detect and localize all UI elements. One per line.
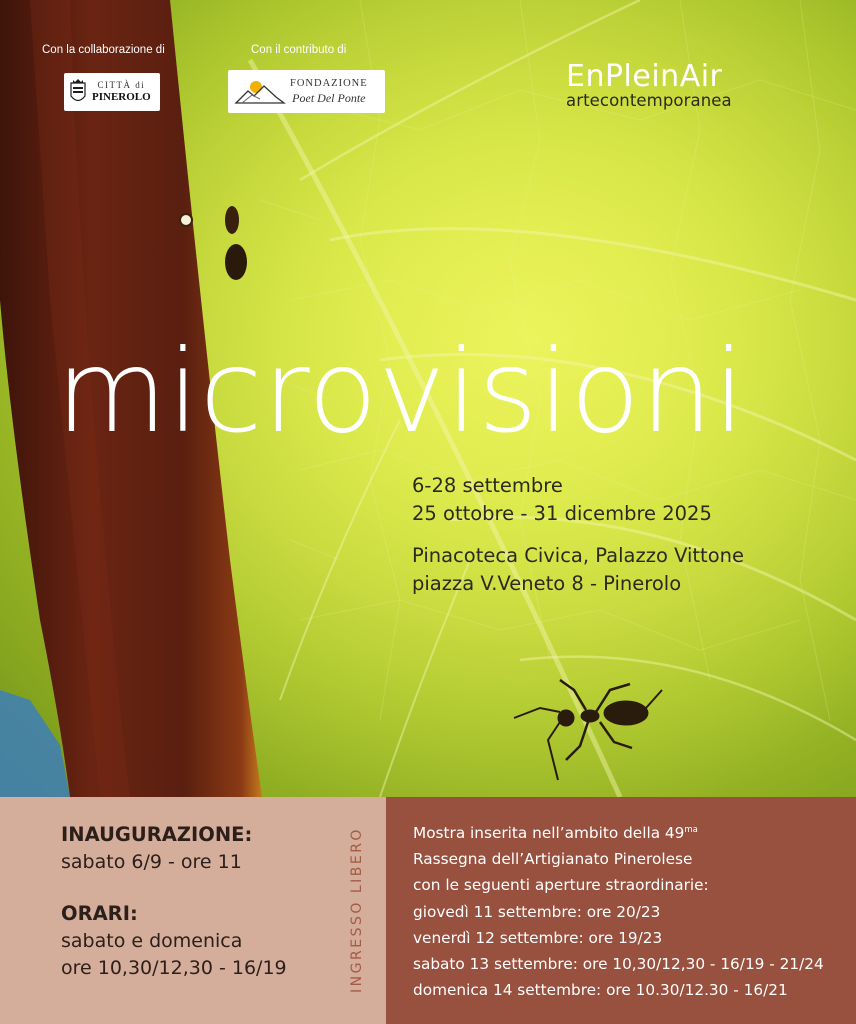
free-entry-text: INGRESSO LIBERO <box>349 827 365 993</box>
citta-di-pinerolo-logo <box>64 73 160 111</box>
enpleinair-logo <box>566 59 732 110</box>
hours-line-2: ore 10,30/12,30 - 16/19 <box>61 957 287 979</box>
event-note-line-3: con le seguenti aperture straordinarie: <box>413 876 709 895</box>
brand-name: EnPleinAir <box>566 59 723 94</box>
inauguration-label: INAUGURAZIONE: <box>61 823 253 846</box>
opening-sunday: domenica 14 settembre: ore 10.30/12.30 - 16/21 <box>413 981 788 1000</box>
event-note <box>413 820 824 1003</box>
event-note-line-1 <box>413 820 824 846</box>
city-crest-icon <box>70 79 86 105</box>
event-note-line-2: Rassegna dell’Artigianato Pinerolese <box>413 850 693 869</box>
logo-city-label: CITTÀ di <box>97 80 146 90</box>
dates-line-1: 6-28 settembre <box>412 474 563 497</box>
inauguration-value: sabato 6/9 - ore 11 <box>61 851 242 873</box>
opening-friday: venerdì 12 settembre: ore 19/23 <box>413 928 663 947</box>
hours-line-1: sabato e domenica <box>61 930 243 952</box>
opening-thursday: giovedì 11 settembre: ore 20/23 <box>413 902 661 921</box>
exhibition-title: microvisioni <box>56 325 746 458</box>
exhibition-venue <box>412 542 744 598</box>
event-note-line-1-text: Mostra inserita nell’ambito della 49 <box>413 824 685 842</box>
dates-line-2: 25 ottobre - 31 dicembre 2025 <box>412 502 712 525</box>
collaboration-label: Con la collaborazione di <box>42 44 165 56</box>
contribution-label: Con il contributo di <box>251 44 347 56</box>
logo-fondazione-name: Poet Del Ponte <box>292 91 366 106</box>
mountain-sun-icon <box>234 77 286 107</box>
opening-saturday: sabato 13 settembre: ore 10,30/12,30 - 16/19 - 21/24 <box>413 954 824 973</box>
hours-label: ORARI: <box>61 902 138 925</box>
venue-line-1: Pinacoteca Civica, Palazzo Vittone <box>412 544 744 567</box>
fondazione-logo <box>228 70 385 113</box>
logo-fondazione-label: FONDAZIONE <box>290 77 368 89</box>
logo-city-name: PINEROLO <box>92 91 151 103</box>
edition-superscript: ma <box>684 825 698 835</box>
brand-subtitle: artecontemporanea <box>566 91 732 110</box>
exhibition-dates <box>412 472 712 528</box>
venue-line-2: piazza V.Veneto 8 - Pinerolo <box>412 572 682 595</box>
